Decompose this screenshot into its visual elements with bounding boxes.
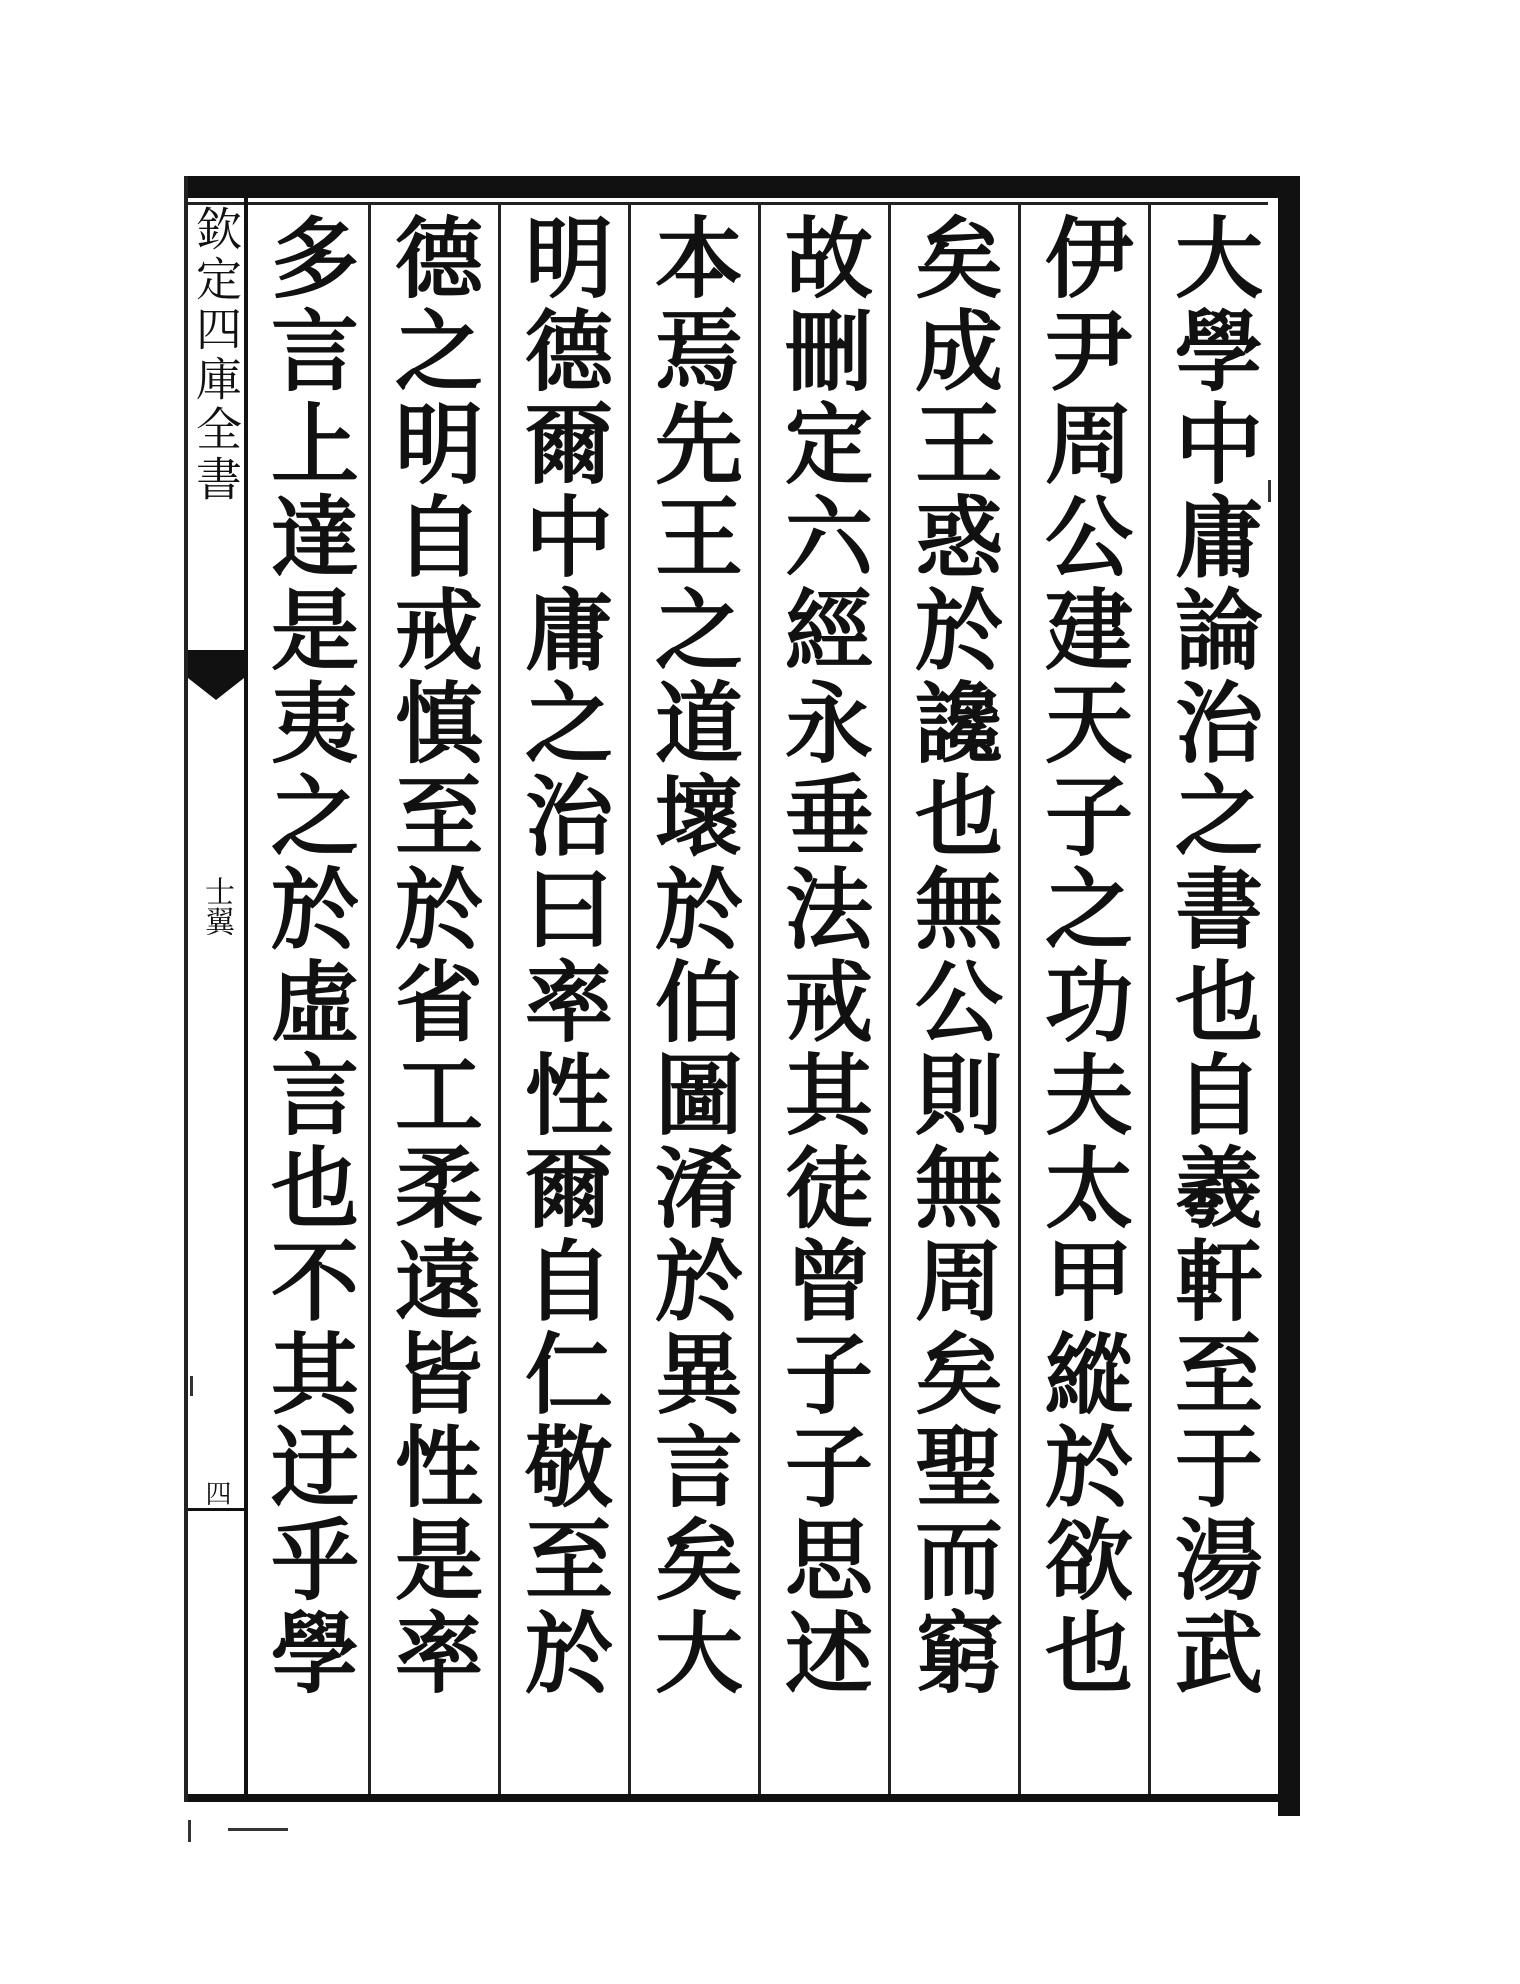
margin-tick-line — [188, 1508, 244, 1511]
fishtail-mark — [188, 650, 244, 700]
print-speck — [188, 1820, 191, 1842]
text-column-3: 矣成王惑於讒也無公則無周矣聖而窮 — [901, 212, 1005, 1700]
column-rule — [1148, 205, 1151, 1794]
text-column-5: 本焉先王之道壞於伯圖淆於異言矣大 — [641, 212, 745, 1700]
text-column-4: 故刪定六經永垂法戒其徒曾子子思述 — [771, 212, 875, 1700]
text-column-2: 伊尹周公建天子之功夫太甲縱於欲也 — [1031, 212, 1135, 1700]
column-rule — [758, 205, 761, 1794]
column-rule — [888, 205, 891, 1794]
text-column-6: 明德爾中庸之治曰率性爾自仁敬至於 — [511, 212, 615, 1700]
column-rule — [498, 205, 501, 1794]
column-rule — [1018, 205, 1021, 1794]
print-speck — [190, 1376, 193, 1396]
frame-bottom-border — [188, 1794, 1300, 1802]
margin-book-title: 欽定四庫全書 — [189, 205, 243, 505]
text-column-8: 多言上達是夷之於虛言也不其迂乎學 — [257, 212, 361, 1700]
column-rule — [628, 205, 631, 1794]
text-column-7: 德之明自戒慎至於省工柔遠皆性是率 — [381, 212, 485, 1700]
margin-page-number: 四 — [201, 1480, 231, 1506]
frame-inner-top-border — [188, 202, 1268, 205]
print-speck — [228, 1828, 288, 1831]
frame-right-border — [1278, 176, 1300, 1816]
margin-chapter-title: 士翼 — [199, 876, 234, 936]
frame-top-border — [188, 176, 1300, 198]
print-speck — [1268, 480, 1271, 502]
text-column-1: 大學中庸論治之書也自羲軒至于湯武 — [1161, 212, 1265, 1700]
